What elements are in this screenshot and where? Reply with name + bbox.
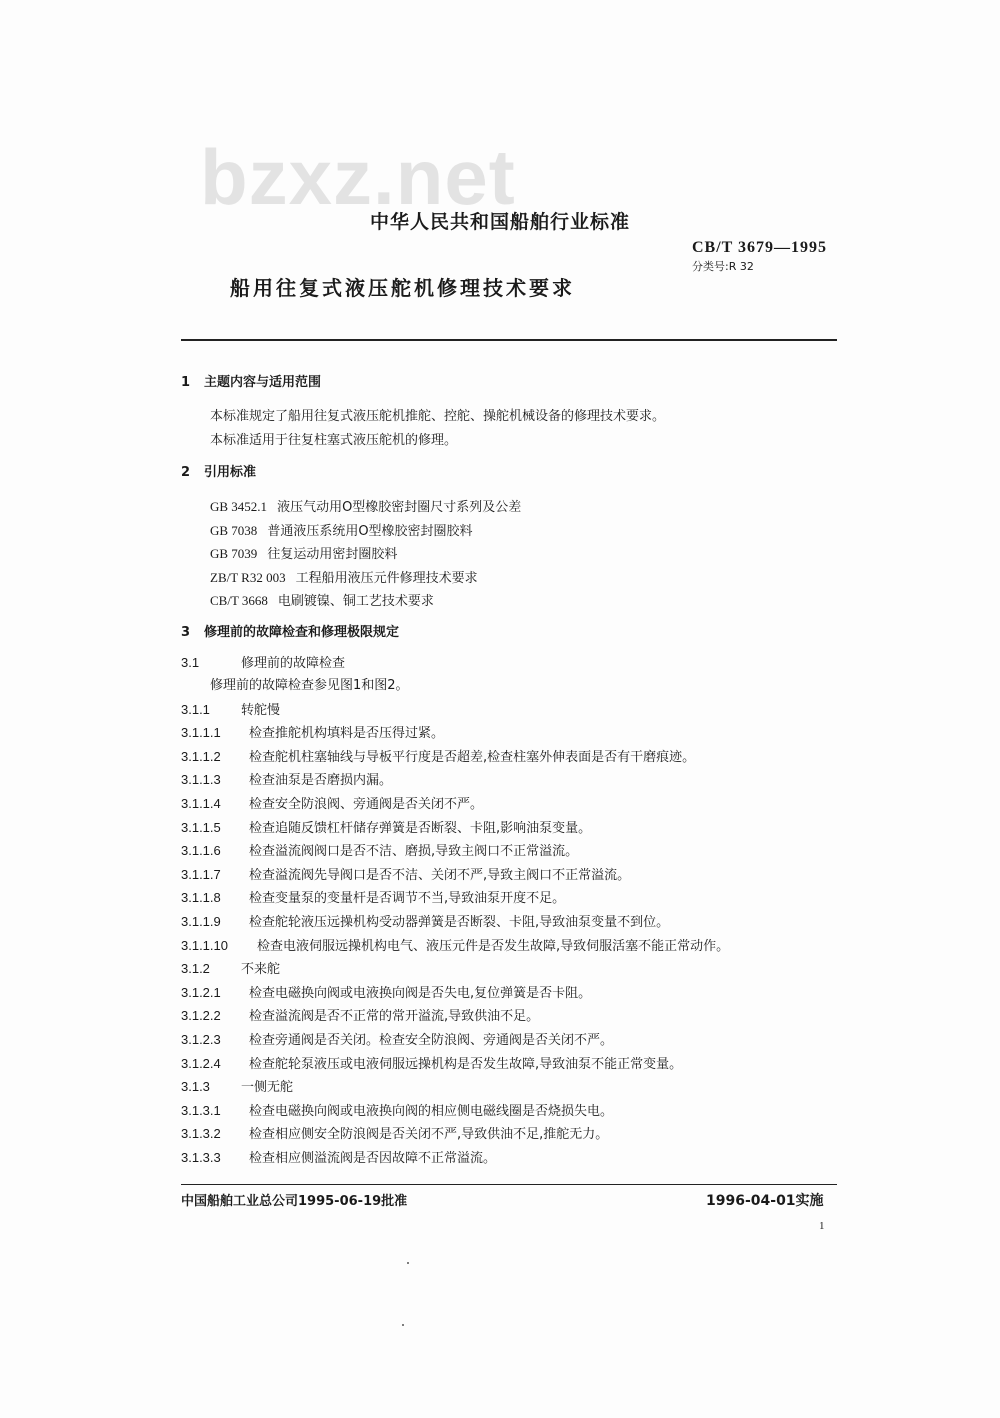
- clause-text: 检查追随反馈杠杆储存弹簧是否断裂、卡阻,影响油泵变量。: [249, 820, 592, 836]
- clause-item: [181, 934, 841, 958]
- clause-number: 3.1.2.2: [181, 1008, 221, 1024]
- reference-title: 往复运动用密封圈胶料: [267, 547, 398, 562]
- clause-number: 3.1.1.4: [181, 796, 221, 812]
- clause-text: 检查旁通阀是否关闭。检查安全防浪阀、旁通阀是否关闭不严。: [249, 1033, 614, 1048]
- clause-item: [181, 745, 841, 769]
- clause-number: 3.1.2.3: [181, 1032, 221, 1047]
- reference-item: [181, 566, 841, 590]
- clause-text: 检查电磁换向阀或电液换向阀是否失电,复位弹簧是否卡阻。: [249, 985, 592, 1001]
- clause-item: [181, 698, 841, 722]
- clause-text: 检查电液伺服远操机构电气、液压元件是否发生故障,导致伺服活塞不能正常动作。: [257, 938, 730, 954]
- clause-item: [181, 1028, 841, 1052]
- clause-number: 3.1.2: [181, 961, 210, 977]
- standard-code: CB/T 3679—1995: [692, 239, 828, 256]
- clause-number: 3.1.1.8: [181, 890, 221, 906]
- clause-number: 3.1.3.2: [181, 1126, 221, 1142]
- clause-number: 3.1.1.2: [181, 748, 221, 764]
- reference-code: GB 7038: [210, 522, 258, 538]
- clause-item: [181, 792, 841, 816]
- paragraph: 本标准适用于往复柱塞式液压舵机的修理。: [210, 433, 458, 448]
- reference-title: 液压气动用O型橡胶密封圈尺寸系列及公差: [277, 500, 522, 515]
- clause-item: [181, 816, 841, 840]
- reference-item: [181, 542, 841, 566]
- reference-title: 电刷镀镍、铜工艺技术要求: [277, 594, 434, 609]
- clause-item: [181, 957, 841, 981]
- section-number: 1: [181, 375, 191, 390]
- clause-number: 3.1.1.9: [181, 914, 221, 930]
- clause-number: 3.1.1.10: [181, 937, 228, 953]
- clause-item: [181, 839, 841, 863]
- footer-divider: [181, 1184, 837, 1185]
- clause-item: [181, 1075, 841, 1099]
- scan-speck: [402, 1324, 404, 1326]
- watermark: bzxz.net: [200, 133, 516, 221]
- clause-item: [181, 981, 841, 1005]
- clause-list: [181, 651, 841, 1170]
- clause-number: 3.1.2.4: [181, 1055, 221, 1071]
- reference-code: GB 3452.1: [210, 499, 268, 514]
- clause-item: [181, 768, 841, 792]
- clause-number: 3.1.1.6: [181, 843, 221, 859]
- section-title: 引用标准: [204, 465, 257, 480]
- scan-speck: [407, 1262, 409, 1264]
- section-number: 2: [181, 465, 191, 480]
- section-1-heading: [181, 373, 841, 393]
- reference-code: CB/T 3668: [210, 593, 268, 608]
- clause-text: 检查舵机柱塞轴线与导板平行度是否超差,检查柱塞外伸表面是否有干磨痕迹。: [249, 749, 696, 765]
- section-title: 主题内容与适用范围: [204, 375, 322, 390]
- clause-text: 检查溢流阀先导阀口是否不洁、关闭不严,导致主阀口不正常溢流。: [249, 867, 631, 883]
- clause-text: 检查溢流阀是否不正常的常开溢流,导致供油不足。: [249, 1009, 540, 1025]
- clause-item: [181, 1052, 841, 1076]
- clause-text: 检查安全防浪阀、旁通阀是否关闭不严。: [249, 797, 484, 813]
- reference-item: [181, 589, 841, 613]
- reference-code: ZB/T R32 003: [210, 569, 286, 585]
- reference-title: 工程船用液压元件修理技术要求: [295, 570, 478, 586]
- clause-item: [181, 1099, 841, 1123]
- clause-text: 检查变量泵的变量杆是否调节不当,导致油泵开度不足。: [249, 891, 566, 907]
- clause-text: 检查相应侧安全防浪阀是否关闭不严,导致供油不足,推舵无力。: [249, 1127, 609, 1143]
- clause-number: 3.1.1.5: [181, 819, 221, 835]
- approval-statement: 中国船舶工业总公司1995-06-19批准: [181, 1194, 408, 1209]
- clause-number: 3.1: [181, 654, 200, 670]
- clause-text: 检查推舵机构填料是否压得过紧。: [249, 726, 445, 742]
- section-title: 修理前的故障检查和修理极限规定: [204, 624, 400, 640]
- clause-item: [181, 910, 841, 934]
- clause-text: 检查相应侧溢流阀是否因故障不正常溢流。: [249, 1150, 497, 1166]
- clause-text: 修理前的故障检查参见图1和图2。: [210, 678, 409, 694]
- reference-code: GB 7039: [210, 546, 258, 561]
- clause-text: 修理前的故障检查: [241, 655, 346, 671]
- header-divider: [181, 339, 837, 341]
- clause-item: [181, 651, 841, 675]
- reference-item: [181, 495, 841, 519]
- clause-number: 3.1.3.3: [181, 1149, 221, 1165]
- clause-item: [181, 1146, 841, 1170]
- clause-number: 3.1.2.1: [181, 984, 221, 1000]
- clause-item: [181, 721, 841, 745]
- reference-title: 普通液压系统用O型橡胶密封圈胶料: [267, 523, 473, 539]
- clause-text: 检查溢流阀阀口是否不洁、磨损,导致主阀口不正常溢流。: [249, 844, 579, 860]
- classification-number: 分类号:R 32: [692, 260, 754, 273]
- clause-item: [181, 1122, 841, 1146]
- section-2-heading: [181, 463, 841, 483]
- clause-number: 3.1.1.3: [181, 772, 221, 788]
- clause-text: 检查舵轮泵液压或电液伺服远操机构是否发生故障,导致油泵不能正常变量。: [249, 1056, 683, 1072]
- clause-item: [181, 886, 841, 910]
- reference-list: [181, 495, 841, 613]
- section-3-heading: [181, 623, 841, 643]
- clause-text: 不来舵: [241, 962, 281, 978]
- clause-number: 3.1.3.1: [181, 1102, 221, 1118]
- clause-item: [181, 863, 841, 887]
- document-title: 船用往复式液压舵机修理技术要求: [230, 276, 575, 300]
- paragraph: 本标准规定了船用往复式液压舵机推舵、控舵、操舵机械设备的修理技术要求。: [210, 409, 666, 424]
- document-body: [181, 373, 841, 1170]
- clause-number: 3.1.1: [181, 701, 210, 717]
- reference-item: [181, 519, 841, 543]
- section-number: 3: [181, 624, 191, 640]
- clause-item: [181, 1004, 841, 1028]
- clause-item: [181, 674, 841, 698]
- clause-text: 检查舵轮液压远操机构受动器弹簧是否断裂、卡阻,导致油泵变量不到位。: [249, 915, 670, 931]
- implementation-date: 1996-04-01实施: [706, 1193, 824, 1209]
- clause-text: 一侧无舵: [241, 1080, 294, 1096]
- clause-text: 检查电磁换向阀或电液换向阀的相应侧电磁线圈是否烧损失电。: [249, 1103, 614, 1119]
- clause-text: 转舵慢: [241, 702, 281, 718]
- clause-text: 检查油泵是否磨损内漏。: [249, 773, 393, 789]
- clause-number: 3.1.1.1: [181, 725, 221, 741]
- clause-number: 3.1.1.7: [181, 866, 221, 882]
- clause-number: 3.1.3: [181, 1079, 210, 1095]
- page-number: 1: [819, 1220, 825, 1232]
- standard-title: 中华人民共和国船舶行业标准: [369, 211, 630, 233]
